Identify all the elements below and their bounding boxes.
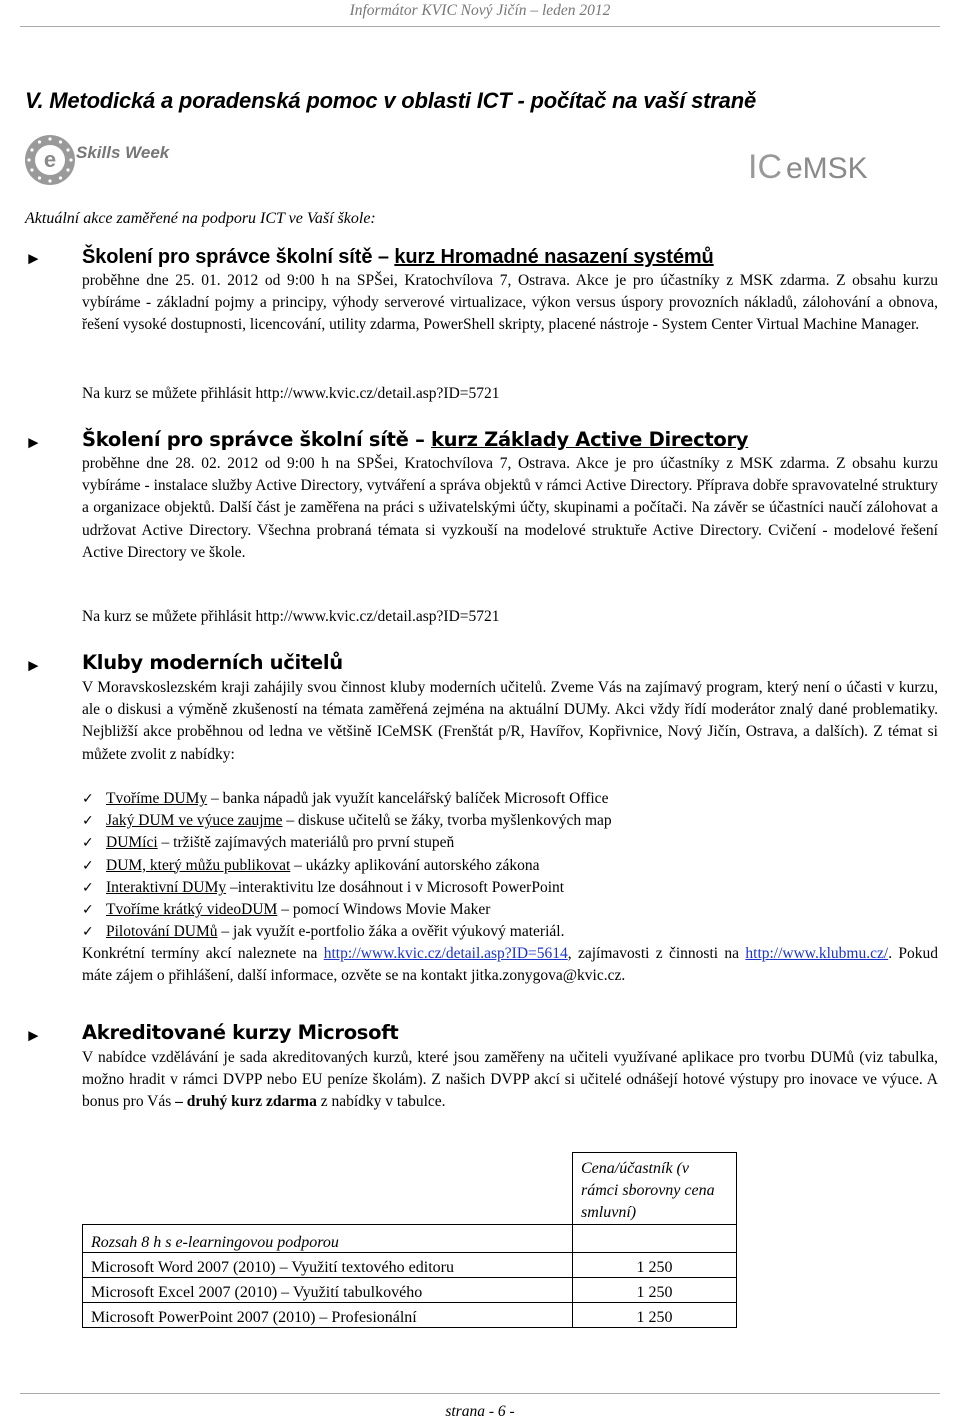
s1-lead: proběhne dne 25. 01. 2012 od 9:00 h na SPŠei, Kratochvílova 7, Ostrava. Akce je pro účastníky z MSK zdarma. Z obsahu kurzu vybíráme - základní pojmy a principy, výhody serverové virtualizace, výkon versus úspory provozních nákladů, zálohování a obnova, řešení vysoké dostupnosti, licencování, utility zdarma, PowerShell skripty, placené nástroje - System Center Virtual Machine Manager. xyxy=(82,272,938,334)
item-label: Tvoříme krátký videoDUM xyxy=(106,900,278,918)
icemsk-ic-text: IC xyxy=(748,148,782,186)
item-label: Jaký DUM ve výuce zaujme xyxy=(106,812,283,830)
s3-contact-a: Konkrétní termíny akcí naleznete na xyxy=(82,945,318,962)
table-corner-cell xyxy=(83,1153,573,1225)
item-label: DUM, který můžu publikovat xyxy=(106,856,291,874)
check-icon: ✓ xyxy=(82,857,94,874)
s1-title-b: kurz Hromadné nasazení systémů xyxy=(394,246,714,268)
s2-body xyxy=(82,453,938,564)
course-price: 1 250 xyxy=(573,1278,737,1303)
s2-text: proběhne dne 28. 02. 2012 od 9:00 h na SPŠei, Kratochvílova 7, Ostrava. Akce je pro účastníky z MSK zdarma. Z obsahu kurzu vybíráme - instalace služby Active Directory, vytváření a správa objektů v rámci Active Directory. Příprava dobře spravovatelné struktury a organizace objektů. Další část je zaměřena na práci s uživatelskými účty, skupinami a počítači. Na závěr se účastníci naučí zálohovat a udržovat Active Directory. Všechna probraná témata si vyzkouší na modelové struktuře Active Directory. Cvičení - modelové řešení Active Directory ve škole. xyxy=(82,455,938,561)
icemsk-rest-text: eMSK xyxy=(786,152,868,185)
check-icon: ✓ xyxy=(82,924,94,941)
s3-contact-b: , zajímavosti z činnosti na xyxy=(567,945,740,962)
bullet-arrow-icon: ► xyxy=(25,1026,42,1045)
scope-label: Rozsah 8 h s e-learningovou podporou xyxy=(83,1225,573,1253)
skills-week-text: Skills Week xyxy=(76,143,170,162)
page-footer: strana - 6 - xyxy=(445,1403,515,1420)
s2-title xyxy=(82,428,748,451)
s1-signup: Na kurz se můžete přihlásit http://www.kvic.cz/detail.asp?ID=5721 xyxy=(82,385,500,402)
item-rest: – tržiště zajímavých materiálů pro první stupeň xyxy=(157,834,455,852)
price-header: Cena/účastník (v rámci sborovny cena smluvní) xyxy=(573,1153,737,1225)
s4-body-b: z nabídky v tabulce. xyxy=(320,1093,446,1111)
bullet-arrow-icon: ► xyxy=(25,433,42,452)
item-rest: – jak využít e-portfolio žáka a ověřit výukový materiál. xyxy=(217,923,565,941)
s1-title-dash: – xyxy=(377,246,389,268)
skills-e-letter: e xyxy=(43,147,57,172)
course-table xyxy=(82,1152,737,1328)
item-rest: – pomocí Windows Movie Maker xyxy=(277,900,491,918)
table-row xyxy=(83,1303,737,1328)
intro-text: Aktuální akce zaměřené na podporu ICT ve Vaší škole: xyxy=(25,210,376,227)
s2-title-b: kurz Základy Active Directory xyxy=(431,428,749,451)
course-price: 1 250 xyxy=(573,1253,737,1278)
page-header: Informátor KVIC Nový Jičín – leden 2012 xyxy=(349,2,611,19)
kvic-detail-link[interactable]: http://www.kvic.cz/detail.asp?ID=5614 xyxy=(323,945,568,962)
check-icon: ✓ xyxy=(82,835,94,852)
s2-signup: Na kurz se můžete přihlásit http://www.kvic.cz/detail.asp?ID=5721 xyxy=(82,608,500,625)
bullet-arrow-icon: ► xyxy=(25,249,42,268)
skills-week-logo xyxy=(24,132,204,188)
s2-title-dash: – xyxy=(415,428,425,451)
item-rest: – diskuse učitelů se žáky, tvorba myšlenkových map xyxy=(282,812,612,830)
item-label: Tvoříme DUMy xyxy=(106,790,208,807)
course-name: Microsoft PowerPoint 2007 (2010) – Profesionální xyxy=(83,1303,573,1328)
bullet-arrow-icon: ► xyxy=(25,656,42,675)
list-item xyxy=(82,810,942,832)
course-price: 1 250 xyxy=(573,1303,737,1328)
item-label: DUMíci xyxy=(106,834,158,852)
table-subheader-row xyxy=(83,1225,737,1253)
s3-text: V Moravskoslezském kraji zahájily svou činnost kluby moderních učitelů. Zveme Vás na zajímavý program, který není o účasti v kurzu, ale o diskusi a výměně zkušeností na témata zaměřená zejména na aktuální DUMy. Akci vždy řídí moderátor znalý dané problematiky. Nejbližší akce proběhnou od ledna ve většině ICeMSK (Frenštát p/R, Havířov, Kopřivnice, Nový Jičín, Ostrava, a dalších). Z témat si můžete zvolit z nabídky: xyxy=(82,679,938,763)
list-item xyxy=(82,788,942,810)
s3-contact-c: . Pokud máte zájem o přihlášení, další informace, ozvěte se na kontakt jitka.zonygova@kvic.cz. xyxy=(82,945,939,985)
list-item xyxy=(82,877,942,899)
list-item xyxy=(82,899,942,921)
s3-contact xyxy=(82,943,938,987)
check-icon: ✓ xyxy=(82,901,94,918)
s3-title: Kluby moderních učitelů xyxy=(82,651,343,674)
s4-body-bold: druhý kurz zdarma xyxy=(186,1093,317,1111)
course-name: Microsoft Excel 2007 (2010) – Využití tabulkového xyxy=(83,1278,573,1303)
table-row xyxy=(83,1278,737,1303)
check-icon: ✓ xyxy=(82,813,94,830)
s4-body xyxy=(82,1047,938,1114)
footer-rule xyxy=(20,1393,940,1394)
header-rule xyxy=(20,26,940,27)
s2-title-a: Školení pro správce školní sítě xyxy=(82,428,409,451)
check-icon: ✓ xyxy=(82,791,94,807)
list-item xyxy=(82,855,942,877)
table-header-row xyxy=(83,1153,737,1225)
item-rest: – ukázky aplikování autorského zákona xyxy=(290,856,540,874)
check-icon: ✓ xyxy=(82,879,94,896)
s1-body xyxy=(82,270,938,337)
table-row xyxy=(83,1253,737,1278)
s1-title xyxy=(82,246,714,269)
course-name: Microsoft Word 2007 (2010) – Využití textového editoru xyxy=(83,1253,573,1278)
list-item xyxy=(82,921,942,943)
item-label: Interaktivní DUMy xyxy=(106,878,227,896)
s1-title-a: Školení pro správce školní sítě xyxy=(82,246,373,268)
s4-title: Akreditované kurzy Microsoft xyxy=(82,1021,399,1044)
s3-body xyxy=(82,677,938,766)
s4-body-dash: – xyxy=(175,1093,183,1111)
section-title: V. Metodická a poradenská pomoc v oblasti ICT - počítač na vaší straně xyxy=(25,88,756,113)
list-item xyxy=(82,832,942,854)
s4-body-a: V nabídce vzdělávání je sada akreditovaných kurzů, které jsou zaměřeny na učiteli využívané aplikace pro tvorbu DUMů (viz tabulka, možno hradit v rámci DVPP nebo EU peníze školám). Z našich DVPP akcí si učitelé odnášejí hotové výstupy pro inovace ve výuce. A bonus pro Vás xyxy=(82,1049,938,1111)
item-rest: –interaktivitu lze dosáhnout i v Microsoft PowerPoint xyxy=(226,878,565,896)
s3-checklist xyxy=(82,788,942,943)
item-label: Pilotování DUMů xyxy=(106,923,218,941)
table-empty-cell xyxy=(573,1225,737,1253)
icemsk-logo xyxy=(748,144,870,188)
item-rest: – banka nápadů jak využít kancelářský balíček Microsoft Office xyxy=(207,790,609,807)
klubmu-link[interactable]: http://www.klubmu.cz/ xyxy=(745,945,889,962)
